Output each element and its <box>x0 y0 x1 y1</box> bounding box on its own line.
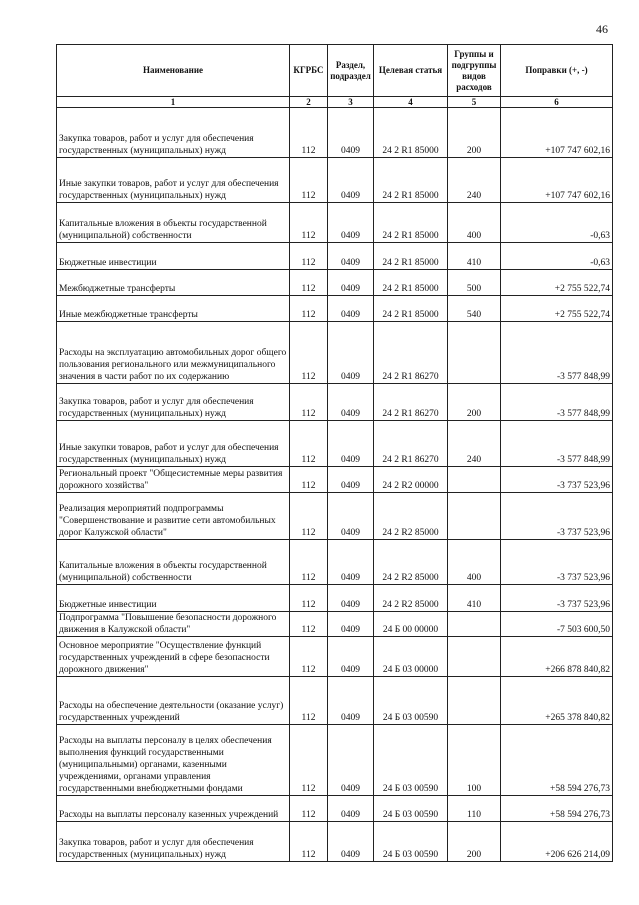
row-section: 0409 <box>328 384 374 421</box>
row-name: Закупка товаров, работ и услуг для обеспечения государственных (муниципальных) нужд <box>57 822 290 862</box>
row-article: 24 2 R1 85000 <box>374 243 448 270</box>
row-kgrbs: 112 <box>290 322 328 384</box>
row-group <box>448 612 501 637</box>
row-name: Бюджетные инвестиции <box>57 243 290 270</box>
row-group <box>448 467 501 493</box>
table-row <box>57 108 613 158</box>
row-article: 24 2 R1 86270 <box>374 322 448 384</box>
row-name: Иные закупки товаров, работ и услуг для обеспечения государственных (муниципальных) нужд <box>57 421 290 467</box>
row-article: 24 Б 03 00590 <box>374 677 448 725</box>
row-kgrbs: 112 <box>290 243 328 270</box>
row-kgrbs: 112 <box>290 493 328 540</box>
row-kgrbs: 112 <box>290 108 328 158</box>
row-section: 0409 <box>328 796 374 822</box>
table-row <box>57 467 613 493</box>
row-name: Закупка товаров, работ и услуг для обеспечения государственных (муниципальных) нужд <box>57 108 290 158</box>
row-article: 24 Б 00 00000 <box>374 612 448 637</box>
row-group: 200 <box>448 108 501 158</box>
row-kgrbs: 112 <box>290 158 328 203</box>
row-name: Закупка товаров, работ и услуг для обеспечения государственных (муниципальных) нужд <box>57 384 290 421</box>
row-section: 0409 <box>328 296 374 322</box>
column-number: 2 <box>290 97 328 108</box>
row-section: 0409 <box>328 421 374 467</box>
row-group <box>448 322 501 384</box>
row-kgrbs: 112 <box>290 467 328 493</box>
row-group: 240 <box>448 421 501 467</box>
row-section: 0409 <box>328 108 374 158</box>
row-name: Бюджетные инвестиции <box>57 585 290 612</box>
header-group: Группы и подгруппы видов расходов <box>448 45 501 97</box>
row-group: 110 <box>448 796 501 822</box>
table-row <box>57 158 613 203</box>
row-name: Расходы на обеспечение деятельности (оказание услуг) государственных учреждений <box>57 677 290 725</box>
table-row <box>57 270 613 296</box>
table-row <box>57 822 613 862</box>
row-kgrbs: 112 <box>290 585 328 612</box>
table-row <box>57 796 613 822</box>
row-article: 24 2 R1 85000 <box>374 270 448 296</box>
column-number: 3 <box>328 97 374 108</box>
row-article: 24 2 R2 00000 <box>374 467 448 493</box>
row-group: 100 <box>448 725 501 796</box>
column-number: 6 <box>501 97 613 108</box>
row-kgrbs: 112 <box>290 296 328 322</box>
page-number: 46 <box>596 22 608 36</box>
row-section: 0409 <box>328 822 374 862</box>
row-name: Основное мероприятие "Осуществление функций государственных учреждений в сфере безопасности дорожного движения" <box>57 637 290 677</box>
row-amount: -3 577 848,99 <box>501 384 613 421</box>
header-kgrbs: КГРБС <box>290 45 328 97</box>
table-row <box>57 612 613 637</box>
row-group <box>448 677 501 725</box>
row-article: 24 Б 03 00590 <box>374 796 448 822</box>
row-kgrbs: 112 <box>290 270 328 296</box>
row-article: 24 2 R1 86270 <box>374 384 448 421</box>
row-kgrbs: 112 <box>290 421 328 467</box>
row-amount: +2 755 522,74 <box>501 270 613 296</box>
row-name: Капитальные вложения в объекты государственной (муниципальной) собственности <box>57 540 290 585</box>
budget-table <box>56 44 613 862</box>
row-amount: +58 594 276,73 <box>501 725 613 796</box>
row-section: 0409 <box>328 637 374 677</box>
row-article: 24 2 R2 85000 <box>374 493 448 540</box>
row-section: 0409 <box>328 493 374 540</box>
column-number: 1 <box>57 97 290 108</box>
row-section: 0409 <box>328 203 374 243</box>
row-kgrbs: 112 <box>290 384 328 421</box>
row-amount: -3 577 848,99 <box>501 322 613 384</box>
row-name: Межбюджетные трансферты <box>57 270 290 296</box>
row-name: Региональный проект "Общесистемные меры развития дорожного хозяйства" <box>57 467 290 493</box>
row-name: Капитальные вложения в объекты государственной (муниципальной) собственности <box>57 203 290 243</box>
row-section: 0409 <box>328 322 374 384</box>
row-kgrbs: 112 <box>290 203 328 243</box>
row-group: 240 <box>448 158 501 203</box>
row-article: 24 Б 03 00590 <box>374 822 448 862</box>
row-amount: -3 737 523,96 <box>501 540 613 585</box>
row-section: 0409 <box>328 540 374 585</box>
table-row <box>57 540 613 585</box>
row-article: 24 2 R1 86270 <box>374 421 448 467</box>
row-group: 500 <box>448 270 501 296</box>
row-name: Иные закупки товаров, работ и услуг для обеспечения государственных (муниципальных) нужд <box>57 158 290 203</box>
table-row <box>57 637 613 677</box>
table-row <box>57 493 613 540</box>
row-amount: -0,63 <box>501 203 613 243</box>
row-group: 410 <box>448 585 501 612</box>
row-name: Иные межбюджетные трансферты <box>57 296 290 322</box>
header-section: Раздел, подраздел <box>328 45 374 97</box>
table-row <box>57 243 613 270</box>
table-row <box>57 322 613 384</box>
row-section: 0409 <box>328 612 374 637</box>
header-row <box>57 45 613 97</box>
row-name: Расходы на выплаты персоналу в целях обеспечения выполнения функций государственными (муниципальными) органами, казенными учреждениями, органами управления государственными внебюджетными фондами <box>57 725 290 796</box>
row-section: 0409 <box>328 467 374 493</box>
row-article: 24 2 R1 85000 <box>374 203 448 243</box>
row-article: 24 2 R1 85000 <box>374 296 448 322</box>
column-number: 5 <box>448 97 501 108</box>
row-section: 0409 <box>328 677 374 725</box>
header-article: Целевая статья <box>374 45 448 97</box>
table-row <box>57 296 613 322</box>
row-amount: +265 378 840,82 <box>501 677 613 725</box>
row-group: 400 <box>448 203 501 243</box>
row-group: 400 <box>448 540 501 585</box>
row-group <box>448 637 501 677</box>
row-article: 24 2 R2 85000 <box>374 540 448 585</box>
row-amount: -3 737 523,96 <box>501 467 613 493</box>
row-group <box>448 493 501 540</box>
row-kgrbs: 112 <box>290 637 328 677</box>
row-amount: +58 594 276,73 <box>501 796 613 822</box>
row-amount: -3 737 523,96 <box>501 585 613 612</box>
row-amount: +266 878 840,82 <box>501 637 613 677</box>
row-kgrbs: 112 <box>290 822 328 862</box>
row-section: 0409 <box>328 585 374 612</box>
table-row <box>57 677 613 725</box>
table-row <box>57 421 613 467</box>
row-amount: +107 747 602,16 <box>501 158 613 203</box>
table-row <box>57 725 613 796</box>
row-section: 0409 <box>328 725 374 796</box>
row-kgrbs: 112 <box>290 540 328 585</box>
row-name: Подпрограмма "Повышение безопасности дорожного движения в Калужской области" <box>57 612 290 637</box>
row-group: 200 <box>448 822 501 862</box>
header-name: Наименование <box>57 45 290 97</box>
row-amount: -0,63 <box>501 243 613 270</box>
row-amount: -3 737 523,96 <box>501 493 613 540</box>
row-section: 0409 <box>328 243 374 270</box>
row-name: Расходы на выплаты персоналу казенных учреждений <box>57 796 290 822</box>
row-article: 24 2 R2 85000 <box>374 585 448 612</box>
row-amount: +206 626 214,09 <box>501 822 613 862</box>
row-section: 0409 <box>328 270 374 296</box>
row-name: Расходы на эксплуатацию автомобильных дорог общего пользования регионального или межмуниципального значения в части работ по их содержанию <box>57 322 290 384</box>
row-kgrbs: 112 <box>290 725 328 796</box>
table-row <box>57 203 613 243</box>
row-article: 24 2 R1 85000 <box>374 108 448 158</box>
row-amount: -7 503 600,50 <box>501 612 613 637</box>
row-group: 410 <box>448 243 501 270</box>
table-row <box>57 585 613 612</box>
row-group: 540 <box>448 296 501 322</box>
column-number: 4 <box>374 97 448 108</box>
row-article: 24 Б 03 00000 <box>374 637 448 677</box>
row-group: 200 <box>448 384 501 421</box>
row-article: 24 2 R1 85000 <box>374 158 448 203</box>
row-amount: +107 747 602,16 <box>501 108 613 158</box>
row-article: 24 Б 03 00590 <box>374 725 448 796</box>
row-kgrbs: 112 <box>290 796 328 822</box>
row-amount: +2 755 522,74 <box>501 296 613 322</box>
row-kgrbs: 112 <box>290 677 328 725</box>
table-row <box>57 384 613 421</box>
header-amount: Поправки (+, -) <box>501 45 613 97</box>
row-kgrbs: 112 <box>290 612 328 637</box>
row-amount: -3 577 848,99 <box>501 421 613 467</box>
column-number-row <box>57 97 613 108</box>
row-name: Реализация мероприятий подпрограммы "Совершенствование и развитие сети автомобильных дорог Калужской области" <box>57 493 290 540</box>
row-section: 0409 <box>328 158 374 203</box>
